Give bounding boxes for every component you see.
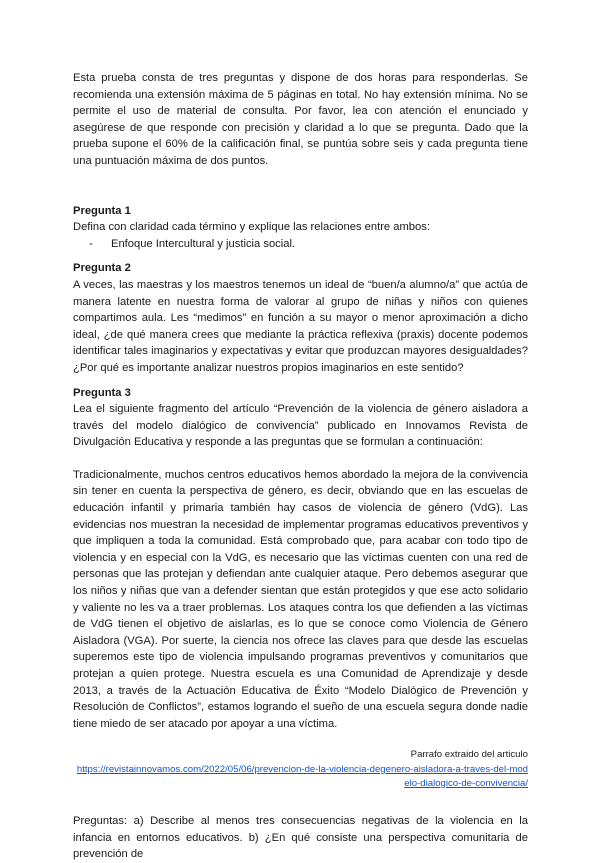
article-excerpt: Tradicionalmente, muchos centros educativos hemos abordado la mejora de la convivencia sin tener en cuenta la perspectiva de género, es decir, obviando que en las escuelas de educación infantil y primaria también hay casos de violencia de género (VdG). Las evidencias nos muestran la necesidad de implementar programas educativos preventivos y que impliquen a toda la comunidad. Está comprobado que, para acabar con todo tipo de violencia y en especial con la VdG, es necesario que las víctimas cuenten con una red de personas que las protejan y defiendan ante cualquier ataque. Pero debemos asegurar que los niños y niñas que van a defender sientan que están protegidos y que ese acto solidario y valiente no les va a traer problemas. Los ataques contra los que defienden a las víctimas de VdG tienen el objetivo de aislarlas, es lo que se conoce como Violencia de Género Aisladora (VGA). Por suerte, la ciencia nos ofrece las claves para que desde las escuelas superemos este tipo de violencia impulsando programas preventivos y comunitarios que protejan a quien protege. Nuestra escuela es una Comunidad de Aprendizaje y desde 2013, a través de la Actuación Educativa de Éxito “Modelo Dialógico de Prevención y Resolución de Conflictos”, estamos logrando el sueño de una escuela segura donde nadie tiene miedo de ser atacado por apoyar a una víctima. <box>73 468 528 730</box>
source-label: Parrafo extraido del articulo <box>410 749 528 761</box>
question-3-text: Lea el siguiente fragmento del artículo “Prevención de la violencia de género aisladora a través del modelo dialógico de convivencia” publicado en Innovamos Revista de Divulgación Educativa y responde a las preguntas que se formulan a continuación: <box>73 403 528 449</box>
question-3-title: Pregunta 3 <box>73 386 131 399</box>
question-2-text: A veces, las maestras y los maestros tenemos un ideal de “buen/a alumno/a” que actúa de manera latente en nuestra forma de valorar al grupo de niñas y niños con quienes compartimos aula. Les “medimos” en función a su mayor o menor aproximación a dicho ideal, ¿de qué manera crees que mediante la práctica reflexiva (praxis) docente podemos identificar tales imaginarios y expectativas y evitar que produzcan mayores desigualdades? ¿Por qué es importante analizar nuestros propios imaginarios en este sentido? <box>73 278 528 374</box>
question-1-bullet-text: Enfoque Intercultural y justicia social. <box>111 237 296 250</box>
question-1-bullet <box>89 236 528 253</box>
bullet-dash: - <box>89 237 93 250</box>
question-3-subquestions: Preguntas: a) Describe al menos tres consecuencias negativas de la violencia en la infancia en entornos educativos. b) ¿En qué consiste una perspectiva comunitaria de prevención de <box>73 814 528 861</box>
document-page <box>73 70 528 863</box>
question-1-text: Defina con claridad cada término y explique las relaciones entre ambos: <box>73 221 430 234</box>
intro-paragraph: Esta prueba consta de tres preguntas y dispone de dos horas para responderlas. Se recomienda una extensión máxima de 5 páginas en total. No hay extensión mínima. No se permite el uso de material de consulta. Por favor, lea con atención el enunciado y asegúrese de que responde con precisión y claridad a lo que se pregunta. Dado que la prueba supone el 60% de la calificación final, se puntúa sobre seis y cada pregunta tiene una puntuación máxima de dos puntos. <box>73 72 528 167</box>
question-1-title: Pregunta 1 <box>73 204 131 217</box>
source-citation <box>73 748 528 791</box>
question-2-title: Pregunta 2 <box>73 262 131 275</box>
source-link[interactable]: https://revistainnovamos.com/2022/05/06/prevencion-de-la-violencia-degenero-aisladora-a-traves-del-modelo-dialogico-de-convivencia/ <box>76 763 528 789</box>
